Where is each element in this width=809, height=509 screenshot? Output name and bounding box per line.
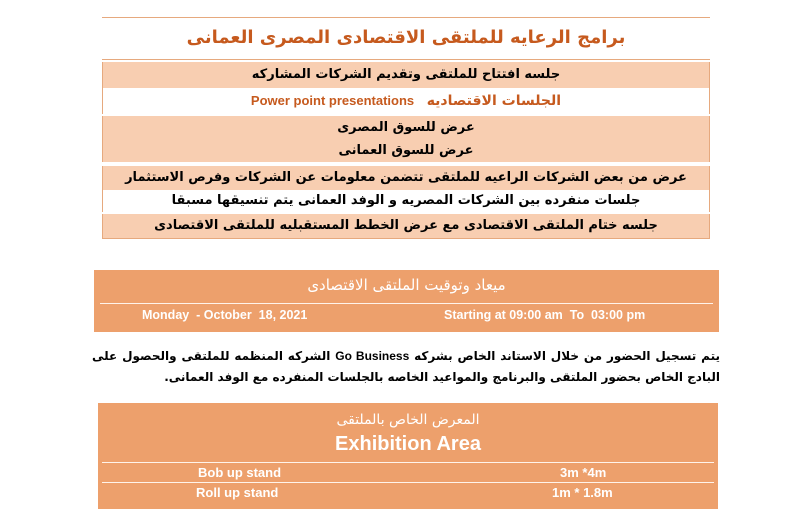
exhibition-divider-2 [102,482,714,483]
stand-label-rollup: Roll up stand [196,485,279,500]
stand-label-bobup: Bob up stand [198,465,282,480]
powerpoint-label: Power point presentations [250,93,415,108]
program-title: برامج الرعايه للملتقى الاقتصادى المصرى العمانى [186,27,626,48]
program-item-egyptian-market: عرض للسوق المصرى [102,116,710,140]
program-item-private-sessions: جلسات منفرده بين الشركات المصريه و الوفد العمانى يتم تنسيقها مسبقا [102,190,710,212]
program-item-economic-sessions [102,88,710,114]
stand-size-bobup: 3m *4m [560,465,607,480]
exhibition-box [98,403,718,509]
exhibition-divider-1 [102,462,714,463]
exhibition-title-en: Exhibition Area [335,433,481,455]
schedule-box [94,270,719,332]
economic-sessions-label: الجلسات الاقتصاديه [426,93,562,109]
registration-paragraph [92,346,720,388]
schedule-date: Monday - October 18, 2021 [142,308,308,322]
stand-size-rollup: 1m * 1.8m [552,485,613,500]
bottom-rule [102,238,710,239]
registration-text-1: يتم تسجيل الحضور من خلال الاستاند الخاص بشركه [409,349,720,363]
program-item-omani-market: عرض للسوق العمانى [102,140,710,162]
exhibition-title-ar: المعرض الخاص بالملتقى [336,412,480,428]
program-item-opening: جلسه افتتاح للملتقى وتقديم الشركات المشاركه [102,62,710,88]
company-name: Go Business [335,349,410,363]
program-item-closing: جلسه ختام الملتقى الاقتصادى مع عرض الخطط المستقبليه للملتقى الاقتصادى [102,214,710,238]
schedule-divider [100,303,713,304]
title-rule [102,59,710,60]
schedule-time: Starting at 09:00 am To 03:00 pm [444,308,646,322]
schedule-title: ميعاد وتوقيت الملتقى الاقتصادى [307,276,506,294]
program-item-sponsor-presentations: عرض من بعض الشركات الراعيه للملتقى تتضمن معلومات عن الشركات وفرص الاستثمار [102,166,710,190]
registration-text-2: الشركه المنظمه للملتقى والحصول على البادج الخاص بحضور الملتقى والبرنامج والمواعيد الخاصه بالجلسات المنفرده مع الوفد العمانى. [92,349,720,384]
